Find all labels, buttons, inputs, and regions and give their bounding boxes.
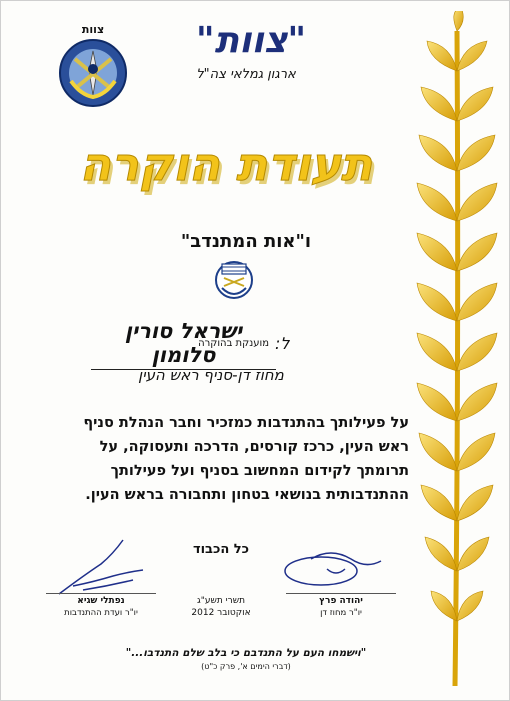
right-signature-line (286, 593, 396, 594)
presented-label: מוענקת בהוקרה (198, 338, 269, 349)
date-gregorian: אוקטובר 2012 (191, 608, 251, 618)
body-line: תרומתך לקידום המחשוב בסניף ועל פעילותך (110, 463, 409, 479)
quote-source: (דברי הימים א', פרק כ"ט) (201, 662, 291, 671)
right-signature-icon (281, 541, 391, 593)
left-signer-title: יו"ר ועדת ההתנדבות (64, 608, 138, 618)
certificate-title: תעודת הוקרה (79, 137, 373, 191)
laurel-branch-icon (409, 11, 505, 691)
certificate-body (37, 411, 409, 507)
certificate-subtitle: ו"אות המתנדב" (180, 231, 312, 252)
left-signer-name: נפתלי שגיא (77, 596, 125, 606)
right-signer-name: יהודה פרץ (319, 596, 363, 606)
bible-quote: "וישמחו העם על התנדבם כי בלב שלם התנדבו..." (125, 647, 367, 659)
brand-name: "צוות" (195, 20, 307, 61)
honor-text: כל הכבוד (192, 542, 250, 557)
left-signature-icon (53, 536, 163, 598)
idf-emblem-icon (57, 37, 129, 109)
body-line: ראש העין, כרכז קורסים, הדרכה ותעסוקה, על (99, 439, 409, 455)
logo-label: צוות (81, 23, 105, 36)
body-line: על פעילותך בהתנדבות כמזכיר וחבר הנהלת סניף (83, 415, 409, 431)
recipient-name: ישראל סורין סלומון (91, 319, 276, 370)
left-signature-line (46, 593, 156, 594)
branch-name: מחוז דן-סניף ראש העין (138, 366, 284, 384)
body-line: ההתנדבותית בנושאי בטחון ותחבורה בראש העין. (85, 487, 409, 503)
date-hebrew: תשרי תשע"ג (196, 596, 246, 606)
right-signer-title: יו"ר מחוז דן (320, 608, 362, 618)
brand-subtitle: ארגון גמלאי צה"ל (196, 67, 296, 82)
recipient-prefix: ל: (275, 334, 290, 353)
tzevet-emblem-logo (53, 23, 133, 111)
small-emblem-icon (214, 256, 254, 300)
